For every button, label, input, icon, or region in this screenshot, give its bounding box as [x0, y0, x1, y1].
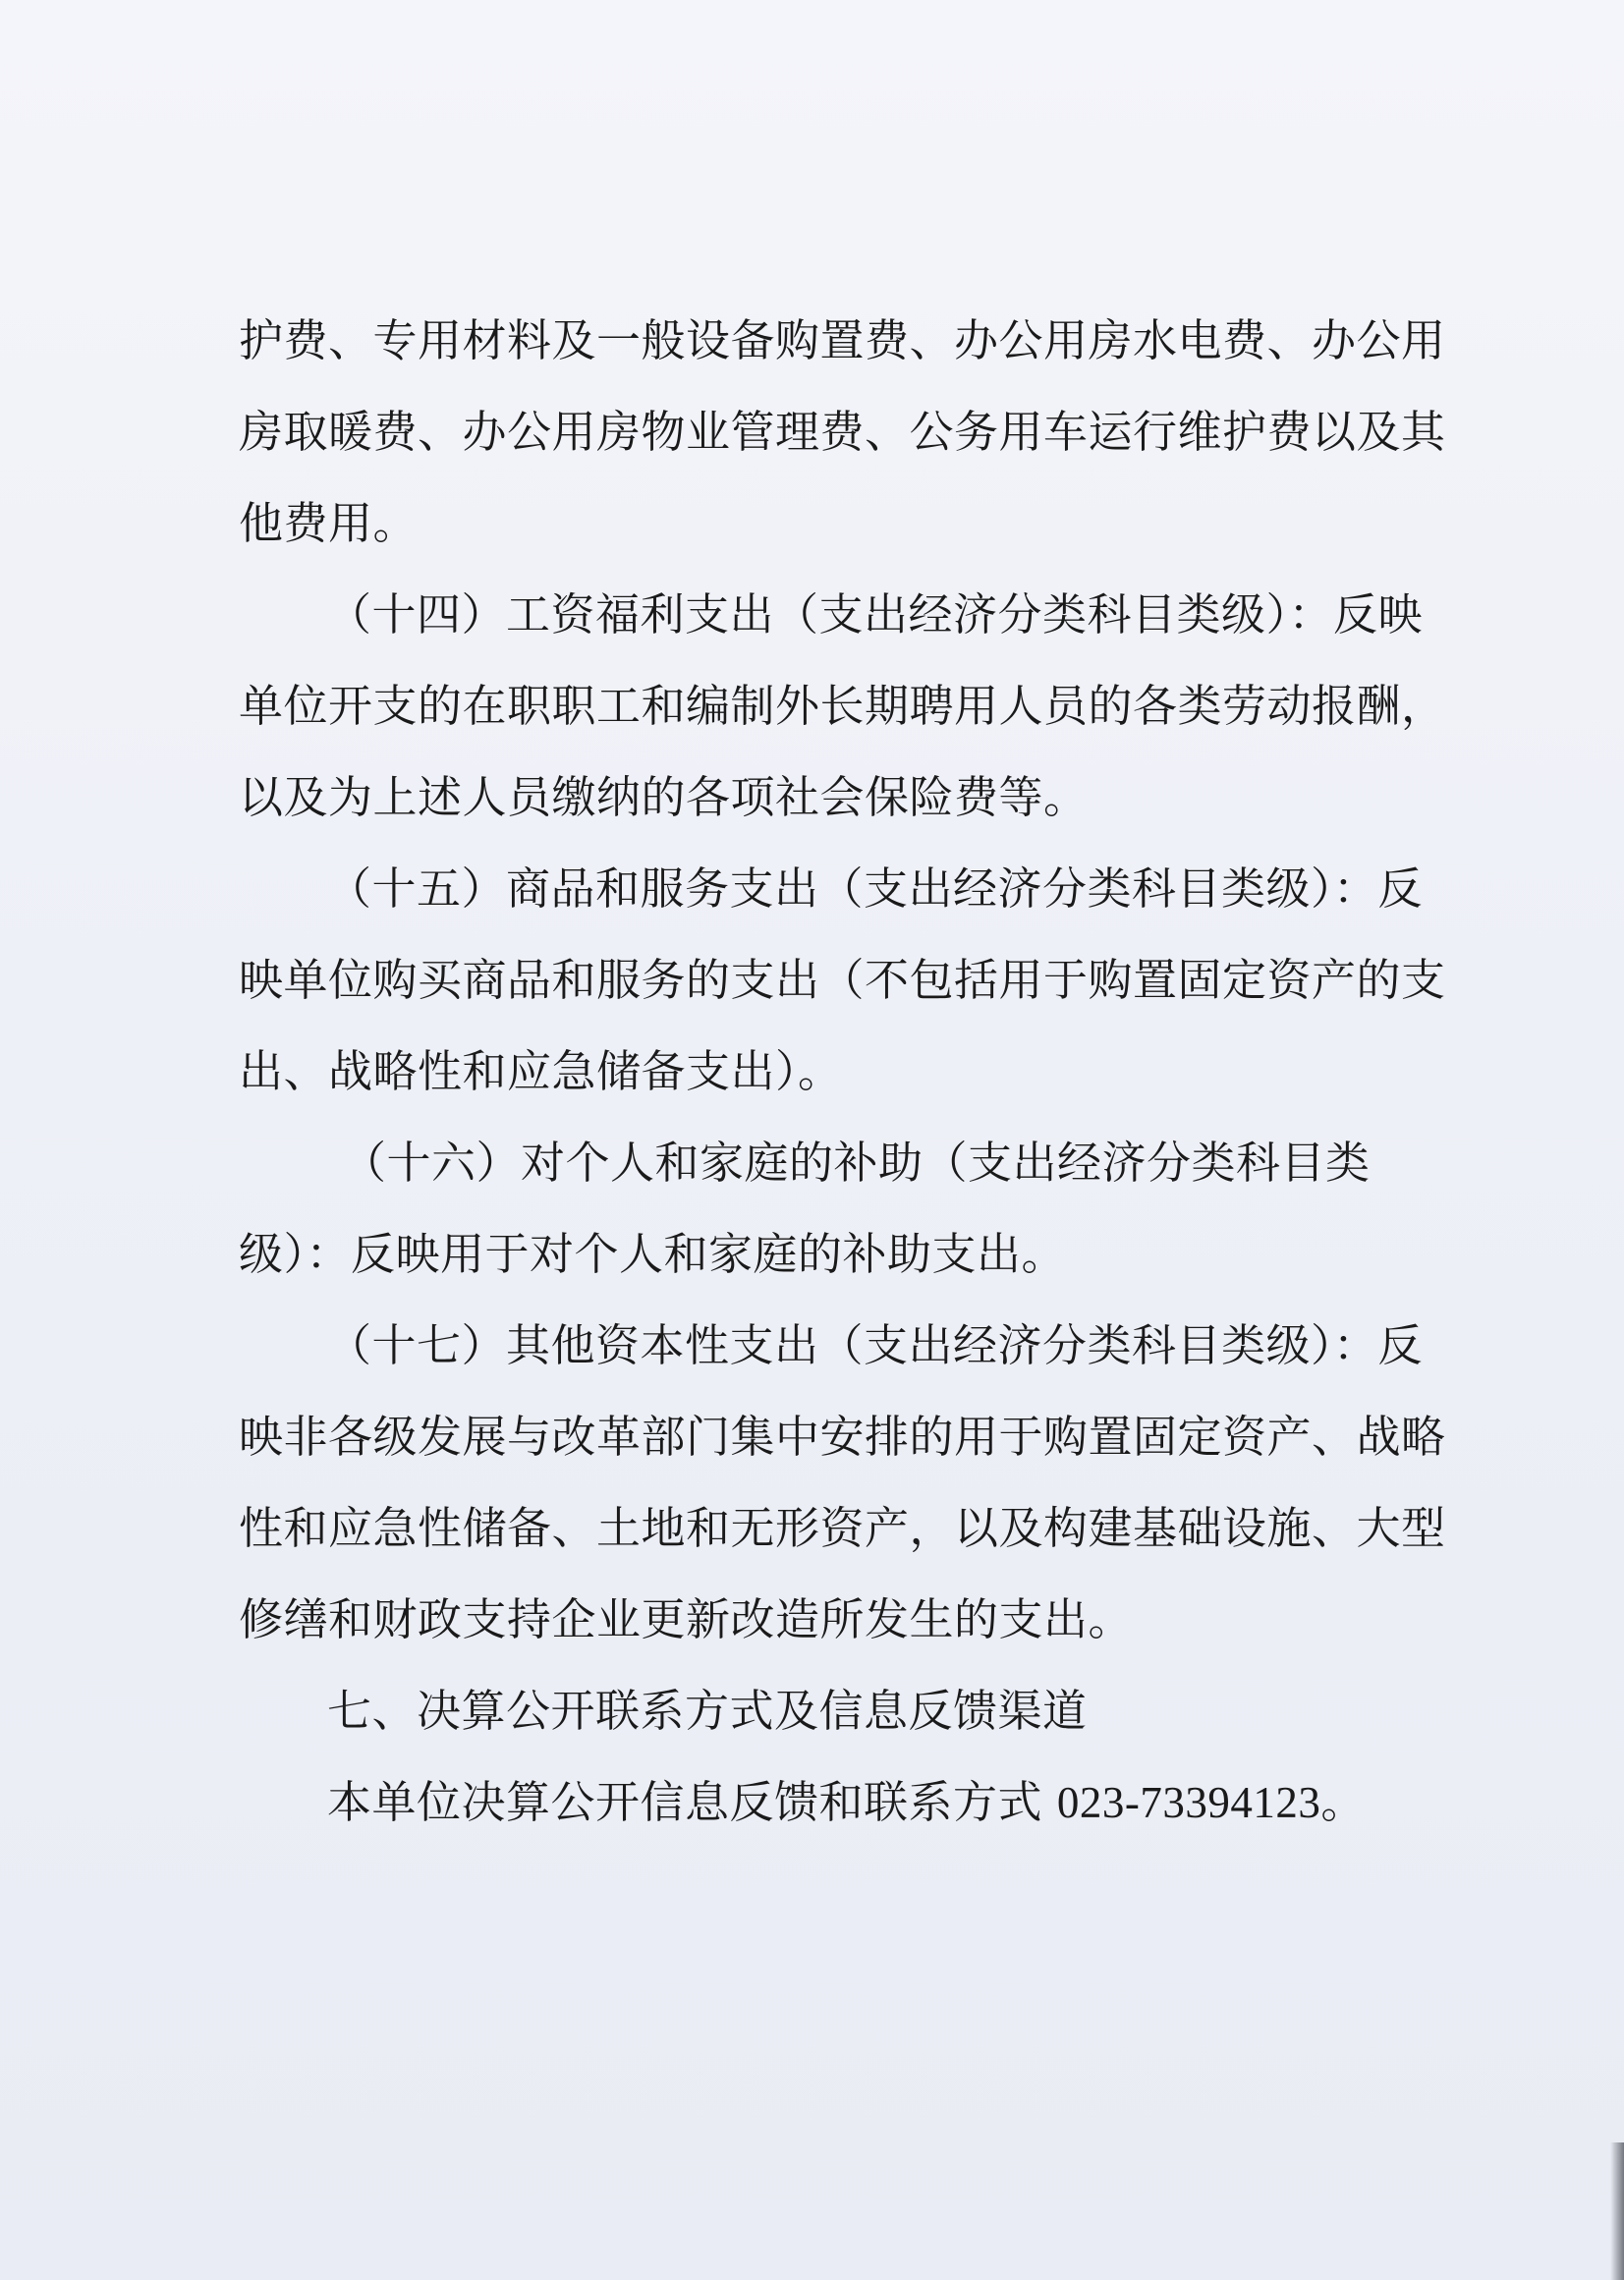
paragraph-goods-services-expenditure: （十五）商品和服务支出（支出经济分类科目类级）：反映单位购买商品和服务的支出（不包括用于购置固定资产的支出、战略性和应急储备支出）。: [239, 862, 1446, 1097]
contact-suffix: 。: [1320, 1776, 1366, 1828]
paragraph-continued-fees: 护费、专用材料及一般设备购置费、办公用房水电费、办公用房取暖费、办公用房物业管理费、公务用车运行维护费以及其他费用。: [239, 314, 1446, 549]
scan-edge-shadow: [1610, 2142, 1624, 2280]
paragraph-household-subsidy: （十六）对个人和家庭的补助（支出经济分类科目类级）：反映用于对个人和家庭的补助支出。: [239, 1137, 1371, 1280]
paragraph-other-capital-expenditure: （十七）其他资本性支出（支出经济分类科目类级）：反映非各级发展与改革部门集中安排的用于购置固定资产、战略性和应急性储备、土地和无形资产，以及构建基础设施、大型修缮和财政支持企业更新改造所发生的支出。: [239, 1319, 1446, 1645]
paragraph-wage-welfare-expenditure: （十四）工资福利支出（支出经济分类科目类级）：反映单位开支的在职职工和编制外长期聘用人员的各类劳动报酬，以及为上述人员缴纳的各项社会保险费等。: [239, 588, 1446, 823]
section-heading-contact: 七、决算公开联系方式及信息反馈渠道: [327, 1685, 1088, 1737]
document-body: [239, 295, 1447, 1849]
contact-phone: 023-73394123: [1056, 1778, 1321, 1827]
contact-line: [239, 1756, 1447, 1849]
contact-prefix: 本单位决算公开信息反馈和联系方式: [327, 1776, 1043, 1828]
